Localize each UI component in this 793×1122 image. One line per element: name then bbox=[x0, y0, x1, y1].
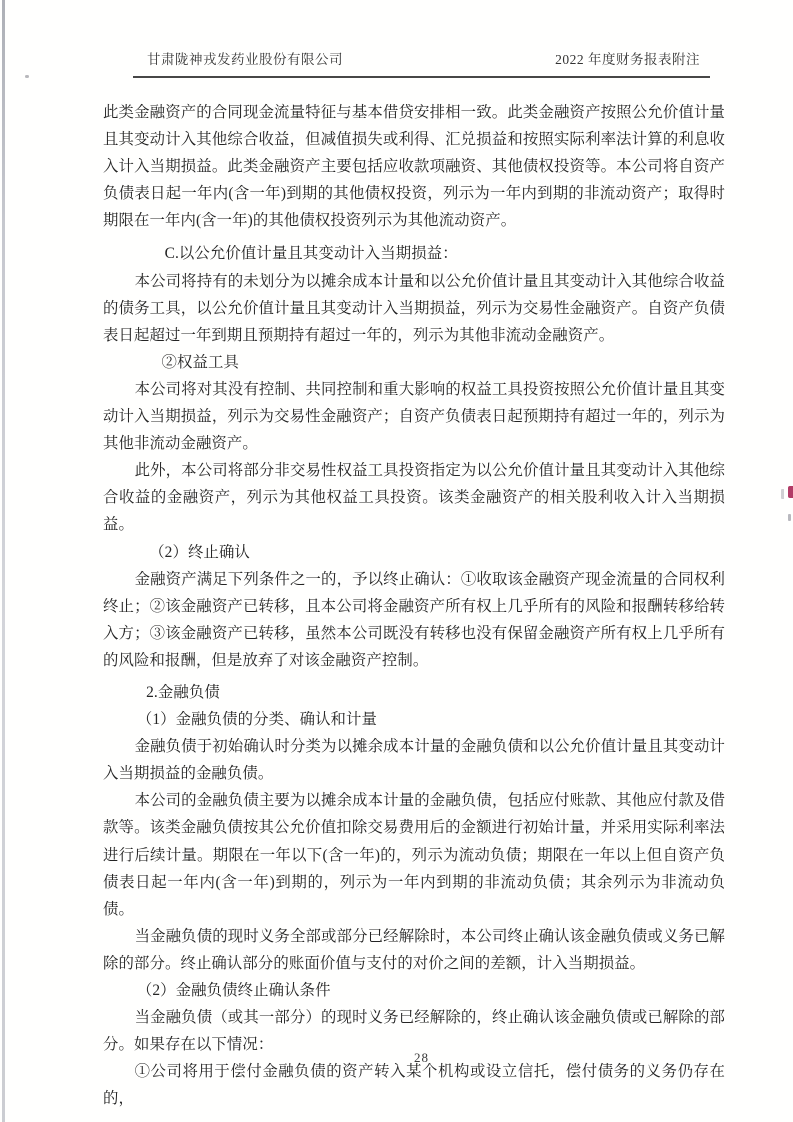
paragraph: ②权益工具 bbox=[161, 353, 239, 371]
paragraph: （2）终止确认 bbox=[149, 543, 250, 561]
paragraph: 当金融负债的现时义务全部或部分已经解除时，本公司终止确认该金融负债或义务已解除的部分。终止确认部分的账面价值与支付的对价之间的差额，计入当期损益。 bbox=[103, 927, 725, 972]
paragraph: ①公司将用于偿付金融负债的资产转入某个机构或设立信托，偿付债务的义务仍存在的， bbox=[103, 1063, 725, 1108]
header-report-title: 2022 年度财务报表附注 bbox=[555, 52, 700, 67]
paragraph: 本公司将对其没有控制、共同控制和重大影响的权益工具投资按照公允价值计量且其变动计入当期损益，列示为交易性金融资产；自资产负债表日起预期持有超过一年的，列示为其他非流动金融资产。 bbox=[103, 380, 725, 453]
scan-edge-shadow bbox=[2, 0, 5, 1122]
paragraph: 此类金融资产的合同现金流量特征与基本借贷安排相一致。此类金融资产按照公允价值计量且其变动计入其他综合收益，但减值损失或利得、汇兑损益和按照实际利率法计算的利息收入计入当期损益。此类金融资产主要包括应收款项融资、其他债权投资等。本公司将自资产负债表日起一年内(含一年)到期的其他债权投资，列示为一年内到期的非流动资产；取得时期限在一年内(含一年)的其他债权投资列示为其他流动资产。 bbox=[103, 104, 725, 230]
stray-ink-mark bbox=[788, 486, 793, 498]
paragraph: 当金融负债（或其一部分）的现时义务已经解除的，终止确认该金融负债或已解除的部分。如果存在以下情况： bbox=[103, 1009, 725, 1054]
header-company-name: 甘肃陇神戎发药业股份有限公司 bbox=[147, 52, 343, 67]
paragraph: 此外，本公司将部分非交易性权益工具投资指定为以公允价值计量且其变动计入其他综合收益的金融资产，列示为其他权益工具投资。该类金融资产的相关股利收入计入当期损益。 bbox=[103, 462, 725, 534]
scan-speck bbox=[25, 75, 29, 78]
paragraph: 2.金融负债 bbox=[146, 683, 220, 701]
page-header bbox=[133, 50, 710, 78]
scan-speck bbox=[788, 514, 791, 521]
document-body bbox=[103, 99, 725, 1112]
paragraph: 本公司的金融负债主要为以摊余成本计量的金融负债，包括应付账款、其他应付款及借款等。该类金融负债按其公允价值扣除交易费用后的金额进行初始计量，并采用实际利率法进行后续计量。期限在一年以下(含一年)的，列示为流动负债；期限在一年以上但自资产负债表日起一年内(含一年)到期的，列示为一年内到期的非流动负债；其余列示为非流动负债。 bbox=[103, 792, 725, 918]
paragraph: （1）金融负债的分类、确认和计量 bbox=[136, 711, 378, 729]
paragraph: 金融负债于初始确认时分类为以摊余成本计量的金融负债和以公允价值计量且其变动计入当期损益的金融负债。 bbox=[103, 738, 725, 783]
page-number: 28 bbox=[414, 1050, 429, 1065]
paragraph: C.以公允价值计量且其变动计入当期损益： bbox=[164, 245, 458, 263]
paragraph: 金融资产满足下列条件之一的，予以终止确认：①收取该金融资产现金流量的合同权利终止；②该金融资产已转移，且本公司将金融资产所有权上几乎所有的风险和报酬转移给转入方；③该金融资产已转移，虽然本公司既没有转移也没有保留金融资产所有权上几乎所有的风险和报酬，但是放弃了对该金融资产控制。 bbox=[103, 570, 725, 669]
paragraph: 本公司将持有的未划分为以摊余成本计量和以公允价值计量且其变动计入其他综合收益的债务工具，以公允价值计量且其变动计入当期损益，列示为交易性金融资产。自资产负债表日起超过一年到期且预期持有超过一年的，列示为其他非流动金融资产。 bbox=[103, 272, 725, 344]
paragraph: （2）金融负债终止确认条件 bbox=[136, 982, 331, 999]
